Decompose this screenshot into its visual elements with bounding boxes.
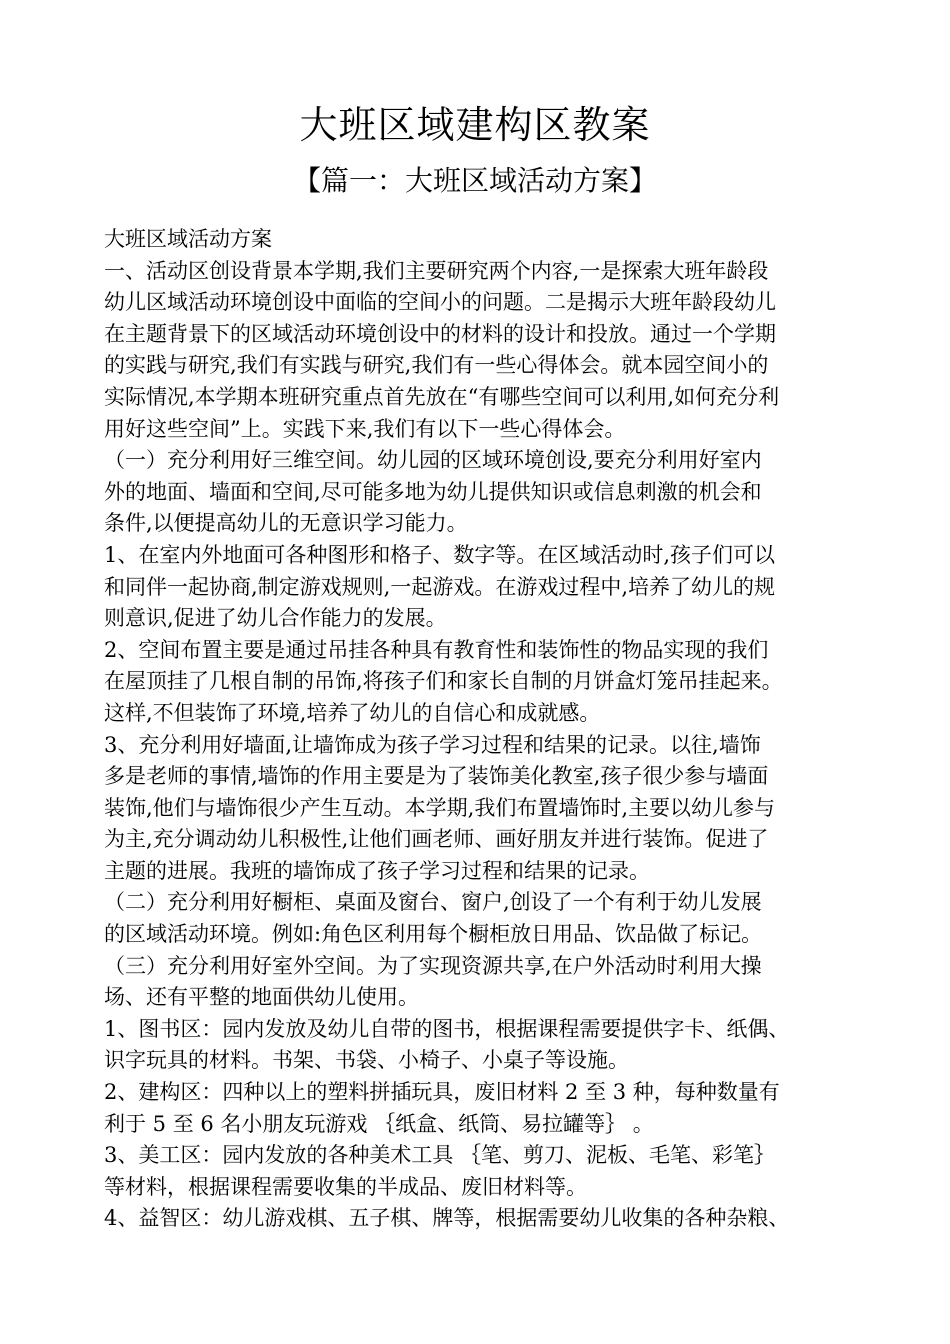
paragraph-line: 场、还有平整的地面供幼儿使用。 [104, 985, 419, 1010]
paragraph-line: 幼儿区域活动环境创设中面临的空间小的问题。二是揭示大班年龄段幼儿 [104, 290, 776, 315]
paragraph-line: 3、充分利用好墙面,让墙饰成为孩子学习过程和结果的记录。以往,墙饰 [104, 732, 761, 757]
paragraph-line: 的区域活动环境。例如:角色区利用每个橱柜放日用品、饮品做了标记。 [104, 922, 763, 947]
document-title: 大班区域建构区教案 [299, 103, 651, 147]
paragraph-line: 在屋顶挂了几根自制的吊饰,将孩子们和家长自制的月饼盒灯笼吊挂起来。 [104, 669, 783, 694]
paragraph-line: 用好这些空间”上。实践下来,我们有以下一些心得体会。 [104, 416, 626, 441]
paragraph-line: 条件,以便提高幼儿的无意识学习能力。 [104, 511, 468, 536]
paragraph-line: 一、活动区创设背景本学期,我们主要研究两个内容,一是探索大班年龄段 [104, 258, 769, 283]
paragraph-line: （一）充分利用好三维空间。幼儿园的区域环境创设,要充分利用好室内 [104, 448, 762, 473]
paragraph-line: 多是老师的事情,墙饰的作用主要是为了装饰美化教室,孩子很少参与墙面 [104, 764, 769, 789]
paragraph-line: 为主,充分调动幼儿积极性,让他们画老师、画好朋友并进行装饰。促进了 [104, 827, 769, 852]
paragraph-line: 2、建构区：四种以上的塑料拼插玩具，废旧材料 2 至 3 种，每种数量有 [104, 1080, 780, 1105]
paragraph-line: 3、美工区：园内发放的各种美术工具 ｛笔、剪刀、泥板、毛笔、彩笔｝ [104, 1143, 776, 1168]
paragraph-line: 主题的进展。我班的墙饰成了孩子学习过程和结果的记录。 [104, 858, 650, 883]
paragraph-line: 的实践与研究,我们有实践与研究,我们有一些心得体会。就本园空间小的 [104, 353, 769, 378]
document-body [104, 224, 864, 1235]
document-subtitle: 【篇一：大班区域活动方案】 [292, 164, 657, 197]
paragraph-line: 在主题背景下的区域活动环境创设中的材料的设计和投放。通过一个学期 [104, 321, 776, 346]
paragraph-line: 1、在室内外地面可各种图形和格子、数字等。在区域活动时,孩子们可以 [104, 542, 776, 567]
paragraph-line: （二）充分利用好橱柜、桌面及窗台、窗户,创设了一个有利于幼儿发展 [104, 890, 762, 915]
paragraph-line: 则意识,促进了幼儿合作能力的发展。 [104, 606, 447, 631]
paragraph-line: 2、空间布置主要是通过吊挂各种具有教育性和装饰性的物品实现的我们 [104, 637, 769, 662]
paragraph-line: 这样,不但装饰了环境,培养了幼儿的自信心和成就感。 [104, 700, 601, 725]
paragraph-line: 识字玩具的材料。书架、书袋、小椅子、小桌子等设施。 [104, 1048, 629, 1073]
paragraph-line: 等材料，根据课程需要收集的半成品、废旧材料等。 [104, 1174, 587, 1199]
paragraph-line: （三）充分利用好室外空间。为了实现资源共享,在户外活动时利用大操 [104, 953, 762, 978]
paragraph-line: 4、益智区：幼儿游戏棋、五子棋、牌等，根据需要幼儿收集的各种杂粮、 [104, 1206, 790, 1231]
paragraph-line: 外的地面、墙面和空间,尽可能多地为幼儿提供知识或信息刺激的机会和 [104, 479, 762, 504]
paragraph-line: 实际情况,本学期本班研究重点首先放在“有哪些空间可以利用,如何充分利 [104, 384, 780, 409]
paragraph-line: 装饰,他们与墙饰很少产生互动。本学期,我们布置墙饰时,主要以幼儿参与 [104, 795, 776, 820]
paragraph-line: 大班区域活动方案 [104, 227, 272, 251]
paragraph-line: 1、图书区：园内发放及幼儿自带的图书，根据课程需要提供字卡、纸偶、 [104, 1016, 790, 1041]
paragraph-line: 利于 5 至 6 名小朋友玩游戏 ｛纸盒、纸筒、易拉罐等｝ 。 [104, 1111, 654, 1136]
paragraph-line: 和同伴一起协商,制定游戏规则,一起游戏。在游戏过程中,培养了幼儿的规 [104, 574, 776, 599]
